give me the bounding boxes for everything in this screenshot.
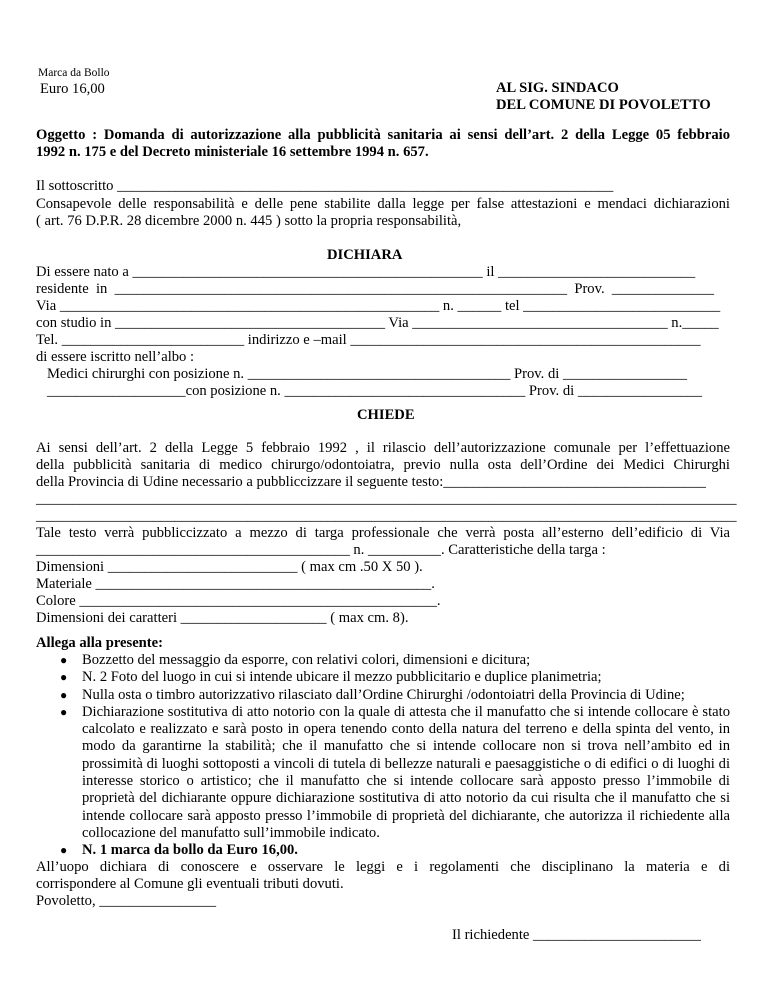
list-item: ● N. 1 marca da bollo da Euro 16,00. xyxy=(60,842,298,859)
chiede-para-line: Ai sensi dell’art. 2 della Legge 5 febbraio 1992 , il rilascio dell’autorizzazione comunale per l’effettuazione xyxy=(36,440,730,456)
list-item: ● Nulla osta o timbro autorizzativo rilasciato dall’Ordine Chirurghi /odontoiatri della Provincia di Udine; xyxy=(60,686,685,703)
dichiara-line: Via ____________________________________________________ n. ______ tel ___________________________ xyxy=(36,298,721,314)
spec-caratteri: Dimensioni dei caratteri ____________________ ( max cm. 8). xyxy=(36,610,409,626)
dichiara-line: Di essere nato a ________________________________________________ il ___________________________ xyxy=(36,264,696,280)
dichiara-heading: DICHIARA xyxy=(327,247,403,263)
recipient-line2: DEL COMUNE DI POVOLETTO xyxy=(496,97,711,113)
chiede-para-line: della Provincia di Udine necessario a pubbliccizzare il seguente testo:____________________________________ xyxy=(36,474,706,490)
dichiara-line: Medici chirurghi con posizione n. ____________________________________ Prov. di _________________ xyxy=(36,366,688,382)
dichiara-line: di essere iscritto nell’albo : xyxy=(36,349,195,365)
dichiara-line: ___________________con posizione n. _________________________________ Prov. di _________________ xyxy=(36,383,702,399)
intro-line3: ( art. 76 D.P.R. 28 dicembre 2000 n. 445 ) sotto la propria responsabilità, xyxy=(36,213,462,229)
subject-line1: Oggetto : Domanda di autorizzazione alla pubblicità sanitaria ai sensi dell’art. 2 della Legge 05 febbraio xyxy=(36,127,730,143)
recipient-line1: AL SIG. SINDACO xyxy=(496,80,619,96)
bullet-icon: ● xyxy=(60,704,68,719)
allega-heading: Allega alla presente: xyxy=(36,635,163,651)
list-item: ● Dichiarazione sostitutiva di atto notorio con la quale di attesta che il manufatto che si intende collocare è stato calcolato e realizzato e sarà posto in opera tenendo conto della natura del terreno e della spinta del vento, in modo da garantirne la stabilità; che il manufatto che si intende collocare non si trova nell’ambito ed in prossimità di luoghi sottoposti a vincoli di tutela di bellezze naturali e paesaggistiche o di edifici o di luoghi di interesse storico o artistico; che il manufatto che si intende collocare sarà apposto presso l’immobile di proprietà del dichiarante oppure dichiarazione sostitutiva di atto notorio da cui risulta che il manufatto che si intende collocare sarà apposto presso l’immobile di proprietà del dichiarante, che autorizza il richiedente alla collocazione del manufatto sull’immobile indicato. xyxy=(60,703,730,841)
subject-line2: 1992 n. 175 e del Decreto ministeriale 16 settembre 1994 n. 657. xyxy=(36,144,429,160)
bullet-icon: ● xyxy=(60,670,68,685)
dichiara-line: Tel. _________________________ indirizzo e –mail ________________________________________________ xyxy=(36,332,701,348)
chiede-para-line: della pubblicità sanitaria di medico chirurgo/odontoiatra, previo nulla osta dell’Ordine dei Medici Chirurghi xyxy=(36,457,730,473)
chiede-para-line: ________________________________________________________________________________________________ xyxy=(36,491,737,507)
chiede-para-line: ________________________________________________________________________________________________ xyxy=(36,508,737,524)
attachments-list xyxy=(36,652,730,860)
closing-line1: All’uopo dichiara di conoscere e osservare le leggi e i regolamenti che disciplinano la materia e di xyxy=(36,859,730,875)
chiede-para-line: Tale testo verrà pubbliccizzato a mezzo di targa professionale che verrà posta all’esterno dell’edificio di Via xyxy=(36,525,730,541)
list-item: ● Bozzetto del messaggio da esporre, con relativi colori, dimensioni e dicitura; xyxy=(60,652,531,668)
intro-line1: Il sottoscritto ____________________________________________________________________ xyxy=(36,178,614,194)
dichiara-line: residente in ______________________________________________________________ Prov. ______________ xyxy=(36,281,715,297)
place-date: Povoletto, ________________ xyxy=(36,893,216,909)
intro-line2: Consapevole delle responsabilità e delle pene stabilite dalla legge per false attestazioni e mendaci dichiarazioni xyxy=(36,196,730,212)
chiede-para-line: ___________________________________________ n. __________. Caratteristiche della targa : xyxy=(36,542,606,558)
stamp-label: Marca da Bollo xyxy=(38,67,110,79)
bullet-icon: ● xyxy=(60,843,68,858)
bullet-icon: ● xyxy=(60,653,68,667)
bullet-icon: ● xyxy=(60,687,68,702)
closing-line2: corrispondere al Comune gli eventuali tributi dovuti. xyxy=(36,876,344,892)
spec-dimensioni: Dimensioni __________________________ ( max cm .50 X 50 ). xyxy=(36,559,423,575)
dichiara-line: con studio in _____________________________________ Via ___________________________________ n._____ xyxy=(36,315,719,331)
stamp-amount: Euro 16,00 xyxy=(40,81,105,97)
list-item: ● N. 2 Foto del luogo in cui si intende ubicare il mezzo pubblicitario e duplice planimetria; xyxy=(60,669,602,686)
chiede-heading: CHIEDE xyxy=(357,407,415,423)
spec-colore: Colore _________________________________________________. xyxy=(36,593,441,609)
signature-line: Il richiedente _______________________ xyxy=(452,927,701,943)
spec-materiale: Materiale ______________________________________________. xyxy=(36,576,435,592)
